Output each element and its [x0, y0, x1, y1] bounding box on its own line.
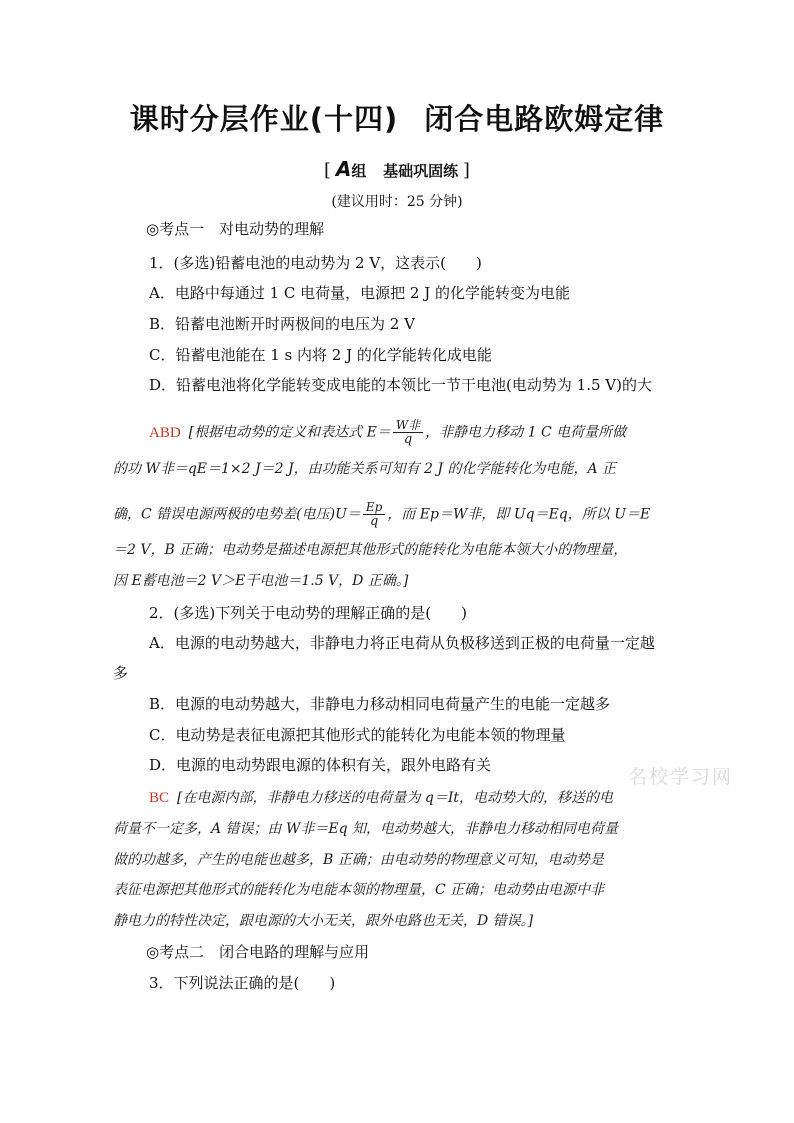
- question-2-option-d: D．电源的电动势跟电源的体积有关，跟外电路有关: [149, 756, 492, 774]
- answer-1-line-1: [149, 419, 626, 446]
- question-2-option-a-cont: 多: [113, 664, 129, 682]
- answer-1-l3-post: ，而 Ep＝W非，即 Uq＝Eq，所以 U＝E: [387, 506, 651, 523]
- question-1-option-c: C．铅蓄电池能在 1 s 内将 2 J 的化学能转化成电能: [149, 346, 492, 364]
- question-1-option-d: D．铅蓄电池将化学能转变成电能的本领比一节干电池(电动势为 1.5 V)的大: [149, 376, 652, 394]
- title-sub: 闭合电路欧姆定律: [424, 102, 665, 136]
- answer-1-line-3: [113, 501, 650, 528]
- answer-2-line-2: 荷量不一定多，A 错误；由 W非＝Eq 知，电动势越大，非静电力移动相同电荷量: [113, 821, 619, 837]
- watermark: 名校学习网: [628, 766, 734, 788]
- group-header: [0, 157, 794, 181]
- question-2-option-b: B．电源的电动势越大，非静电力移动相同电荷量产生的电能一定越多: [149, 695, 611, 713]
- title-main: 课时分层作业(十四): [129, 102, 399, 136]
- question-2-stem: 2．(多选)下列关于电动势的理解正确的是( ): [149, 604, 467, 622]
- answer-2-line-1: [149, 791, 613, 806]
- question-1-stem: 1．(多选)铅蓄电池的电动势为 2 V，这表示( ): [149, 254, 482, 272]
- question-3-stem: 3．下列说法正确的是( ): [149, 974, 336, 992]
- fraction-numerator: W非: [393, 419, 423, 433]
- answer-1-l1-pre: [根据电动势的定义和表达式 E＝: [188, 424, 391, 441]
- answer-1-l3-pre: 确，C 错误电源两极的电势差(电压)U＝: [113, 506, 361, 523]
- question-1-option-a: A．电路中每通过 1 C 电荷量，电源把 2 J 的化学能转变为电能: [149, 284, 571, 302]
- answer-2-l1-text: [在电源内部，非静电力移送的电荷量为 q＝It，电动势大的，移送的电: [177, 790, 614, 806]
- answer-1-l1-post: ，非静电力移动 1 C 电荷量所做: [425, 424, 627, 441]
- fraction-numerator: Ep: [363, 501, 385, 515]
- answer-1-line-5: 因 E蓄电池＝2 V＞E干电池＝1.5 V，D 正确。]: [113, 573, 409, 589]
- answer-1-line-4: ＝2 V，B 正确；电动势是描述电源把其他形式的能转化为电能本领大小的物理量，: [113, 542, 628, 558]
- section-heading-1: ◎考点一 对电动势的理解: [146, 220, 325, 238]
- bracket-open: [: [324, 160, 332, 181]
- answer-1-key: ABD: [149, 424, 181, 441]
- page-title: [0, 97, 794, 138]
- answer-2-line-5: 静电力的特性决定，跟电源的大小无关，跟外电路也无关，D 错误。]: [113, 913, 534, 929]
- answer-2-key: BC: [149, 790, 170, 806]
- fraction-w-over-q: [393, 419, 423, 446]
- question-2-option-a: A．电源的电动势越大，非静电力将正电荷从负极移送到正极的电荷量一定越: [149, 634, 655, 652]
- fraction-denominator: q: [369, 513, 379, 529]
- section-heading-2: ◎考点二 闭合电路的理解与应用: [146, 943, 370, 961]
- bracket-close: ]: [462, 160, 470, 181]
- fraction-ep-over-q: [363, 501, 385, 528]
- answer-2-line-3: 做的功越多，产生的电能也越多，B 正确；由电动势的物理意义可知，电动势是: [113, 852, 604, 868]
- question-1-option-b: B．铅蓄电池断开时两极间的电压为 2 V: [149, 315, 415, 333]
- answer-2-line-4: 表征电源把其他形式的能转化为电能本领的物理量，C 正确；电动势由电源中非: [113, 882, 605, 898]
- fraction-denominator: q: [403, 431, 413, 447]
- answer-1-line-2: 的功 W非＝qE＝1×2 J＝2 J，由功能关系可知有 2 J 的化学能转化为电能，A 正: [113, 461, 617, 477]
- time-note: (建议用时：25 分钟): [331, 194, 463, 210]
- group-subtitle: 基础巩固练: [383, 162, 459, 180]
- group-label: 组: [351, 162, 367, 180]
- question-2-option-c: C．电动势是表征电源把其他形式的能转化为电能本领的物理量: [149, 726, 566, 744]
- group-letter: A: [335, 157, 352, 181]
